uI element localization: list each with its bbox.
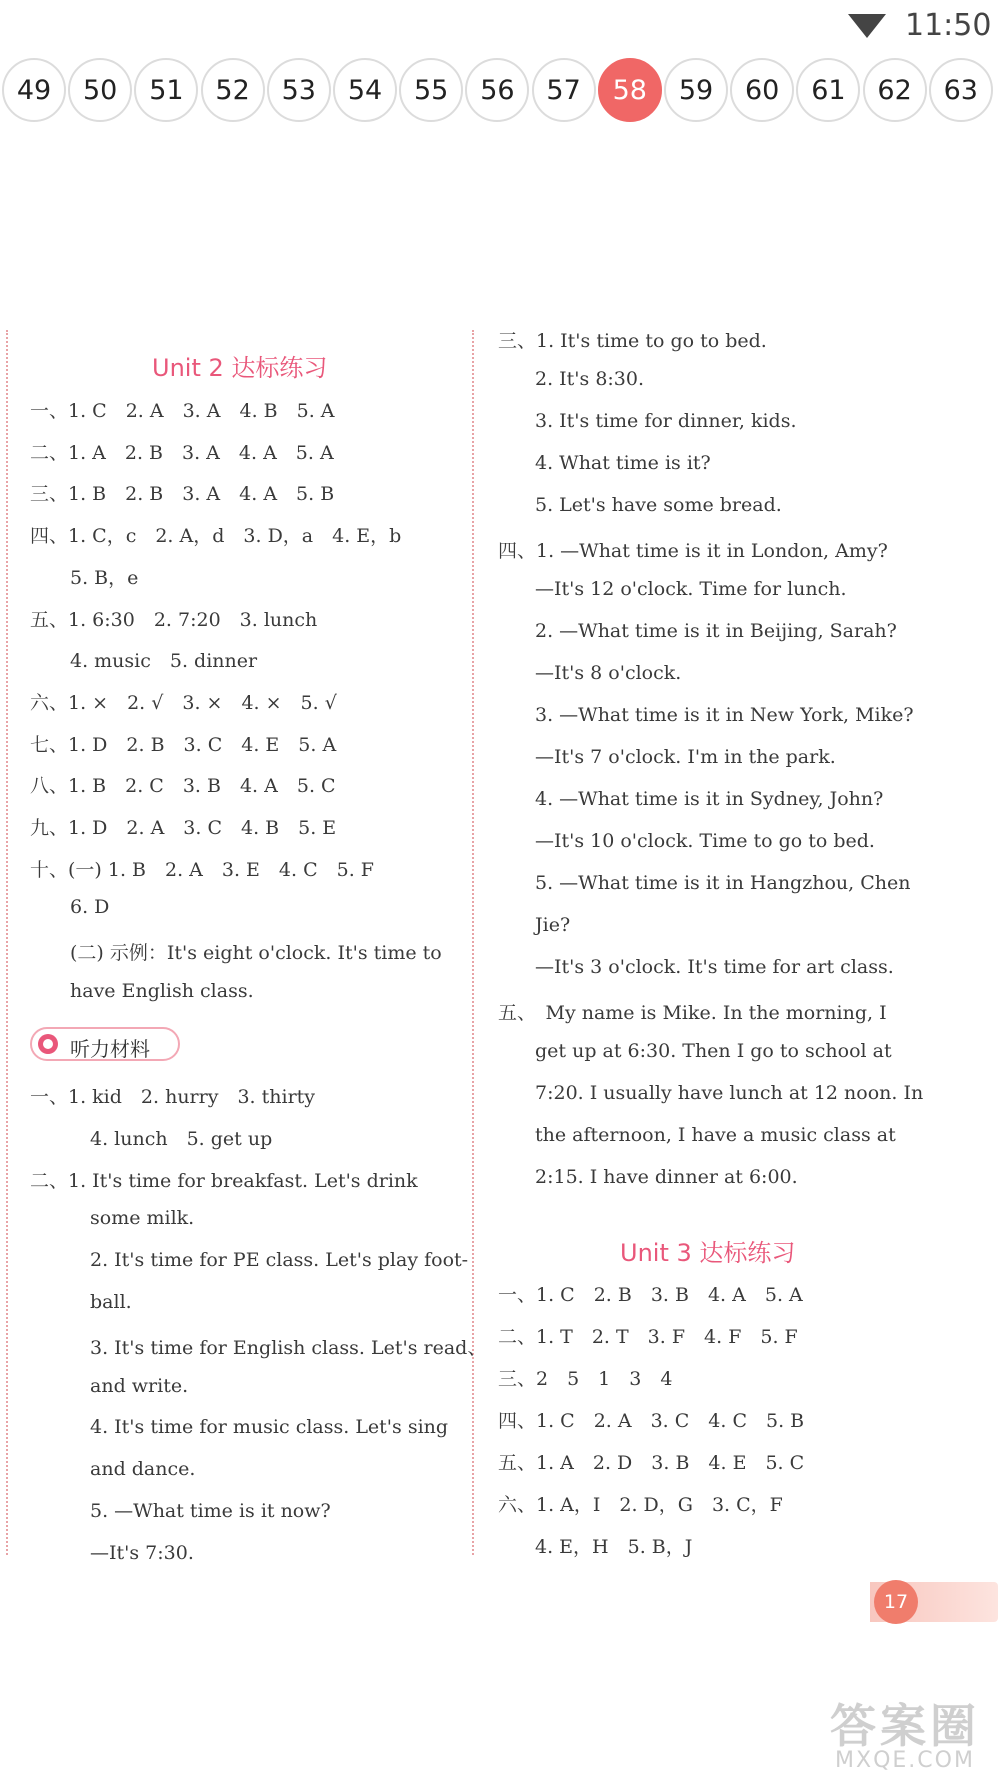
answer-line: the afternoon, I have a music class at — [535, 1124, 896, 1146]
answer-line: 2. —What time is it in Beijing, Sarah? — [535, 620, 897, 642]
page-button-59[interactable]: 59 — [664, 58, 728, 122]
answer-line: 4. What time is it? — [535, 452, 711, 474]
listening-line: some milk. — [90, 1207, 195, 1230]
answer-line: —It's 8 o'clock. — [535, 662, 682, 684]
listening-line: 二、1. It's time for breakfast. Let's drink — [30, 1169, 418, 1192]
answer-line: have English class. — [70, 979, 254, 1002]
answer-line: 十、(一) 1. B 2. A 3. E 4. C 5. F — [30, 858, 374, 881]
page-button-58[interactable]: 58 — [598, 58, 662, 122]
answer-line: 五、1. 6:30 2. 7:20 3. lunch — [30, 608, 318, 631]
page-button-62[interactable]: 62 — [863, 58, 927, 122]
answer-line: 6. D — [70, 896, 110, 919]
answer-line: (二) 示例：It's eight o'clock. It's time to — [70, 942, 442, 965]
page-button-61[interactable]: 61 — [796, 58, 860, 122]
listening-label-text: 听力材料 — [70, 1037, 150, 1061]
answer-line: 三、1. It's time to go to bed. — [498, 330, 767, 352]
listening-line: 一、1. kid 2. hurry 3. thirty — [30, 1086, 316, 1108]
answer-page — [0, 330, 1000, 1570]
listening-line: 2. It's time for PE class. Let's play foot- — [90, 1249, 469, 1272]
answer-line: 5. B，e — [70, 566, 139, 589]
watermark — [820, 1690, 990, 1773]
page-button-55[interactable]: 55 — [399, 58, 463, 122]
watermark-sub: MXQE.COM — [835, 1748, 975, 1773]
page-button-52[interactable]: 52 — [201, 58, 265, 122]
page-button-50[interactable]: 50 — [68, 58, 132, 122]
listening-line: and write. — [90, 1374, 189, 1397]
unit3-line: 六、1. A，I 2. D，G 3. C，F — [498, 1494, 783, 1516]
listening-line: —It's 7:30. — [90, 1541, 194, 1564]
answer-line: get up at 6:30. Then I go to school at — [535, 1040, 892, 1062]
answer-line: —It's 12 o'clock. Time for lunch. — [535, 578, 847, 600]
listening-line: and dance. — [90, 1458, 196, 1481]
answer-line: 3. It's time for dinner, kids. — [535, 410, 797, 432]
page-button-54[interactable]: 54 — [333, 58, 397, 122]
unit2-title: Unit 2 达标练习 — [152, 354, 328, 382]
left-margin-divider — [6, 330, 8, 1555]
answer-line: 八、1. B 2. C 3. B 4. A 5. C — [30, 775, 336, 798]
listening-line: 4. lunch 5. get up — [90, 1127, 273, 1150]
unit3-line: 五、1. A 2. D 3. B 4. E 5. C — [498, 1452, 805, 1474]
page-button-60[interactable]: 60 — [730, 58, 794, 122]
answer-line: 三、1. B 2. B 3. A 4. A 5. B — [30, 483, 335, 506]
answer-line: 四、1. —What time is it in London, Amy? — [498, 540, 888, 562]
page-button-56[interactable]: 56 — [465, 58, 529, 122]
answer-line: —It's 10 o'clock. Time to go to bed. — [535, 830, 875, 852]
unit3-line: 二、1. T 2. T 3. F 4. F 5. F — [498, 1326, 798, 1348]
headphones-icon — [38, 1034, 58, 1054]
answer-line: —It's 3 o'clock. It's time for art class. — [535, 956, 894, 978]
answer-line: 7:20. I usually have lunch at 12 noon. In — [535, 1082, 924, 1104]
answer-line: 五、 My name is Mike. In the morning, I — [498, 1002, 887, 1024]
watermark-main: 答案圈 — [830, 1699, 980, 1753]
page-button-57[interactable]: 57 — [532, 58, 596, 122]
page-button-63[interactable]: 63 — [929, 58, 993, 122]
answer-line: 3. —What time is it in New York, Mike? — [535, 704, 914, 726]
unit3-line: 一、1. C 2. B 3. B 4. A 5. A — [498, 1284, 803, 1306]
listening-line: ball. — [90, 1291, 132, 1313]
answer-line: 2:15. I have dinner at 6:00. — [535, 1166, 798, 1188]
page-button-53[interactable]: 53 — [267, 58, 331, 122]
page-selector — [0, 58, 1000, 124]
unit3-line: 4. E，H 5. B，J — [535, 1536, 693, 1558]
answer-line: 九、1. D 2. A 3. C 4. B 5. E — [30, 817, 337, 839]
center-divider — [472, 330, 474, 1555]
answer-line: 四、1. C，c 2. A，d 3. D，a 4. E，b — [30, 525, 402, 548]
listening-materials-label — [30, 1027, 180, 1061]
status-bar — [0, 0, 1000, 50]
answer-line: 5. —What time is it in Hangzhou, Chen — [535, 872, 911, 894]
answer-line: 六、1. × 2. √ 3. × 4. × 5. √ — [30, 691, 337, 714]
answer-line: 5. Let's have some bread. — [535, 494, 782, 516]
answer-line: 七、1. D 2. B 3. C 4. E 5. A — [30, 733, 337, 756]
unit3-line: 四、1. C 2. A 3. C 4. C 5. B — [498, 1410, 805, 1432]
listening-line: 5. —What time is it now? — [90, 1500, 331, 1522]
answer-line: 2. It's 8:30. — [535, 368, 645, 390]
listening-line: 3. It's time for English class. Let's read、 — [90, 1336, 487, 1359]
unit3-line: 三、2 5 1 3 4 — [498, 1368, 673, 1390]
answer-line: 4. music 5. dinner — [70, 650, 258, 673]
listening-line: 4. It's time for music class. Let's sing — [90, 1416, 449, 1439]
answer-line: 4. —What time is it in Sydney, John? — [535, 788, 884, 810]
answer-line: 二、1. A 2. B 3. A 4. A 5. A — [30, 441, 334, 464]
answer-line: —It's 7 o'clock. I'm in the park. — [535, 746, 836, 768]
page-number: 17 — [874, 1580, 918, 1624]
clock: 11:50 — [905, 8, 992, 43]
unit3-title: Unit 3 达标练习 — [620, 1239, 796, 1267]
answer-line: 一、1. C 2. A 3. A 4. B 5. A — [30, 400, 335, 422]
wifi-icon — [848, 14, 886, 38]
page-button-51[interactable]: 51 — [134, 58, 198, 122]
answer-line: Jie? — [535, 914, 571, 936]
page-button-49[interactable]: 49 — [2, 58, 66, 122]
